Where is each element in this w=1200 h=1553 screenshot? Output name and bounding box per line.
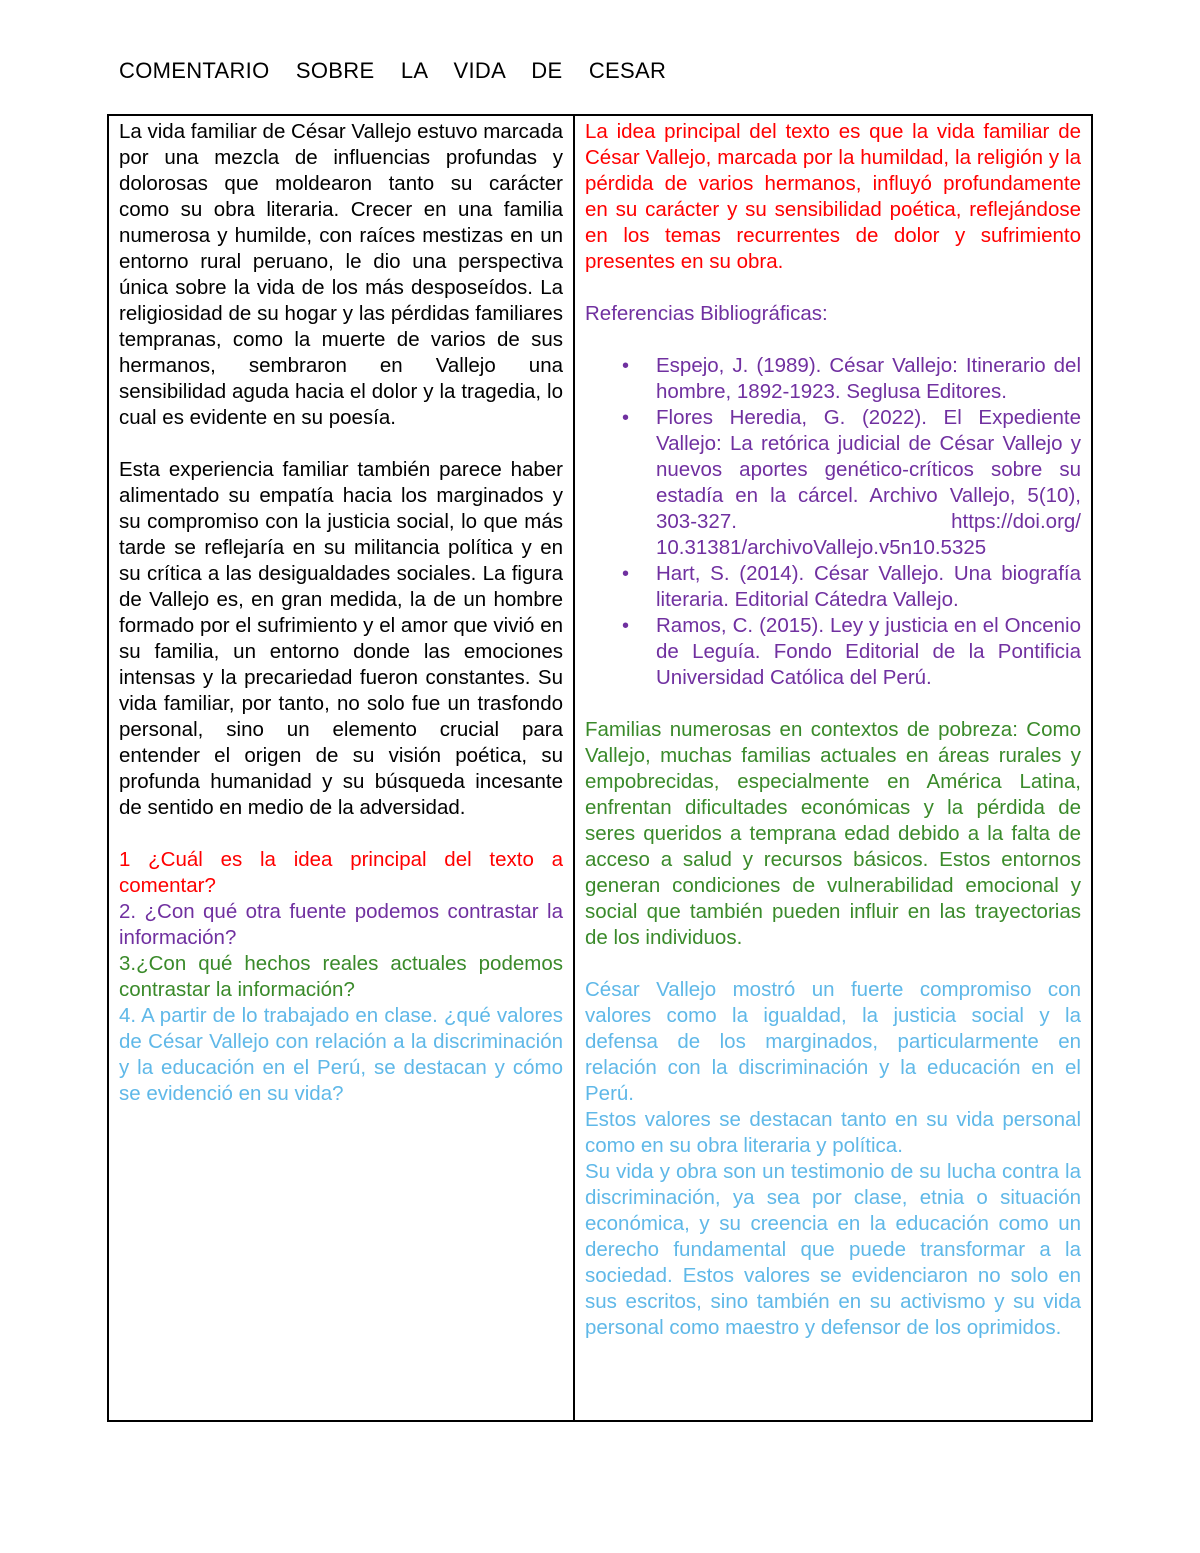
bullet-icon: • <box>622 615 630 637</box>
reference-text: Espejo, J. (1989). César Vallejo: Itinerario del hombre, 1892-1923. Seglusa Editores. <box>656 354 1081 403</box>
left-column <box>109 116 575 1420</box>
answer-current-facts: Familias numerosas en contextos de pobreza: Como Vallejo, muchas familias actuales en áreas rurales y empobrecidas, especialmente en América Latina, enfrentan dificultades económicas y la pérdida de seres queridos a temprana edad debido a la falta de acceso a salud y recursos básicos. Estos entornos generan condiciones de vulnerabilidad emocional y social que también pueden influir en las trayectorias de los individuos. <box>585 718 1081 949</box>
question-3: 3.¿Con qué hechos reales actuales podemos contrastar la información? <box>119 952 563 1001</box>
bullet-icon: • <box>622 563 630 585</box>
reference-text: Hart, S. (2014). César Vallejo. Una biografía literaria. Editorial Cátedra Vallejo. <box>656 562 1081 611</box>
reference-item <box>585 613 1081 691</box>
question-2: 2. ¿Con qué otra fuente podemos contrastar la información? <box>119 900 563 949</box>
question-list <box>119 847 563 1107</box>
page-title: COMENTARIO SOBRE LA VIDA DE CESAR <box>119 58 667 83</box>
answer-values-3: Su vida y obra son un testimonio de su lucha contra la discriminación, ya sea por clase, etnia o situación económica, y su creencia en la educación como un derecho fundamental que puede transformar a la sociedad. Estos valores se evidenciaron no solo en sus escritos, sino también en su activismo y su vida personal como maestro y defensor de los oprimidos. <box>585 1160 1081 1339</box>
comment-table <box>107 114 1093 1422</box>
bullet-icon: • <box>622 407 630 429</box>
reference-item <box>585 353 1081 405</box>
paragraph-family-life: La vida familiar de César Vallejo estuvo marcada por una mezcla de influencias profundas y dolorosas que moldearon tanto su carácter como su obra literaria. Crecer en una familia numerosa y humilde, con raíces mestizas en un entorno rural peruano, le dio una perspectiva única sobre la vida de los más desposeídos. La religiosidad de su hogar y las pérdidas familiares tempranas, como la muerte de varios de sus hermanos, sembraron en Vallejo una sensibilidad aguda hacia el dolor y la tragedia, lo cual es evidente en su poesía. <box>119 120 564 429</box>
bullet-icon: • <box>622 355 630 377</box>
reference-item <box>585 561 1081 613</box>
right-column <box>575 116 1091 1420</box>
references-heading: Referencias Bibliográficas: <box>585 302 828 325</box>
references-list <box>585 353 1081 691</box>
paragraph-empathy: Esta experiencia familiar también parece haber alimentado su empatía hacia los marginados y su compromiso con la justicia social, lo que más tarde se reflejaría en su militancia política y en su crítica a las desigualdades sociales. La figura de Vallejo es, en gran medida, la de un hombre formado por el sufrimiento y el amor que vivió en su familia, un entorno donde las emociones intensas y la precariedad fueron constantes. Su vida familiar, por tanto, no solo fue un trasfondo personal, sino un elemento crucial para entender el origen de su visión poética, su profunda humanidad y su búsqueda incesante de sentido en medio de la adversidad. <box>119 458 563 819</box>
reference-text: Flores Heredia, G. (2022). El Expediente Vallejo: La retórica judicial de César Vallejo y nuevos aportes genético-críticos sobre su estadía en la cárcel. Archivo Vallejo, 5(10), 303-327. https://doi.org/ 10.31381/archivoVallejo.v5n10.5325 <box>656 406 1081 559</box>
reference-item <box>585 405 1081 561</box>
question-4: 4. A partir de lo trabajado en clase. ¿qué valores de César Vallejo con relación a la discriminación y la educación en el Perú, se destacan y cómo se evidenció en su vida? <box>119 1004 563 1105</box>
question-1: 1 ¿Cuál es la idea principal del texto a comentar? <box>119 848 563 897</box>
answer-values-2: Estos valores se destacan tanto en su vida personal como en su obra literaria y política. <box>585 1108 1081 1157</box>
answer-main-idea: La idea principal del texto es que la vida familiar de César Vallejo, marcada por la humildad, la religión y la pérdida de varios hermanos, influyó profundamente en su carácter y su sensibilidad poética, reflejándose en los temas recurrentes de dolor y sufrimiento presentes en su obra. <box>585 120 1081 273</box>
reference-text: Ramos, C. (2015). Ley y justicia en el Oncenio de Leguía. Fondo Editorial de la Pontificia Universidad Católica del Perú. <box>656 614 1081 689</box>
answer-values-1: César Vallejo mostró un fuerte compromiso con valores como la igualdad, la justicia social y la defensa de los marginados, particularmente en relación con la discriminación y la educación en el Perú. <box>585 978 1081 1105</box>
